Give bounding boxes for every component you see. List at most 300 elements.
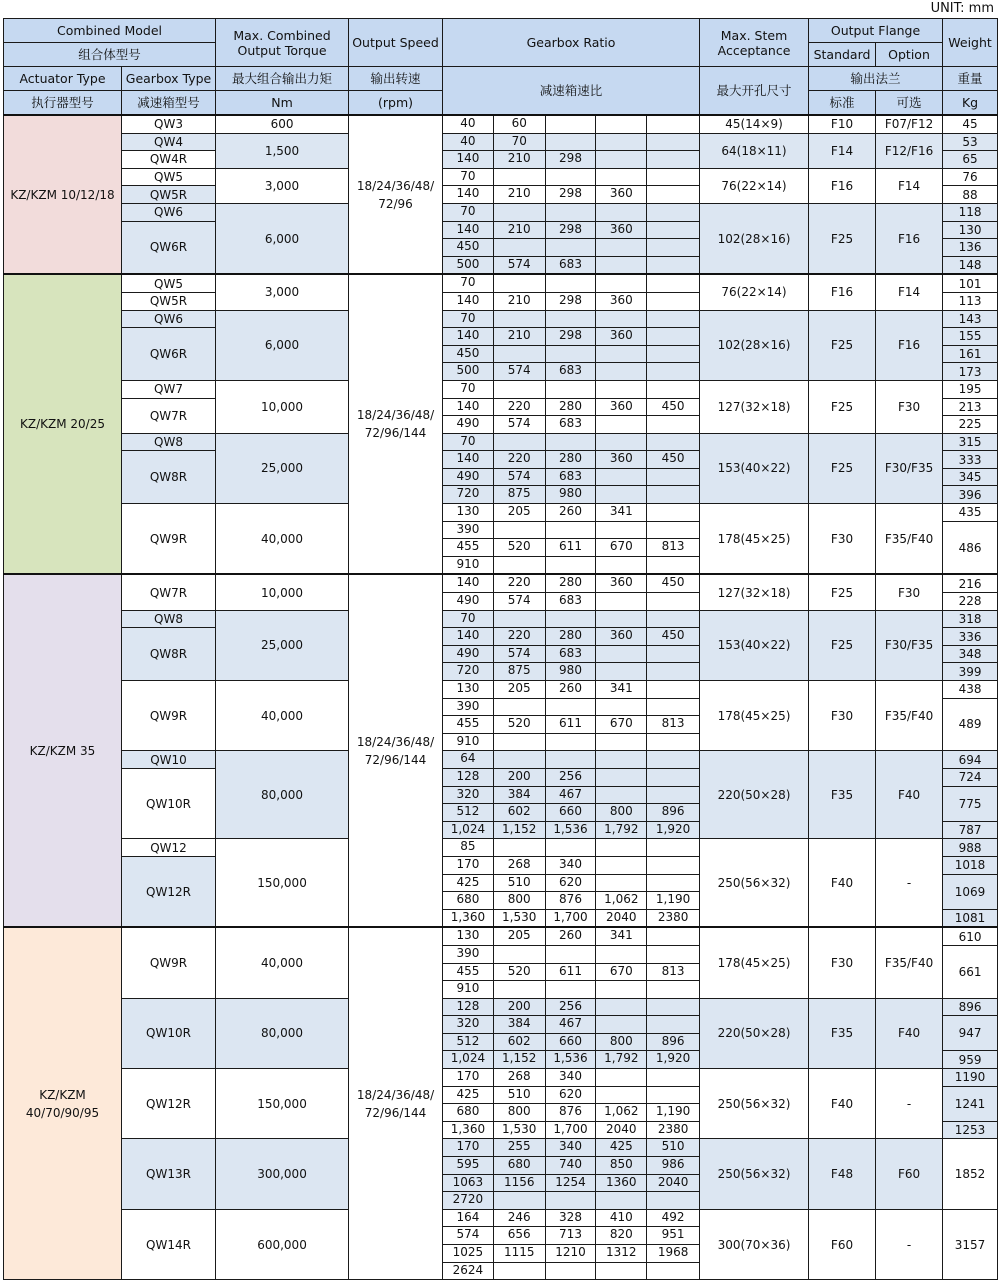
ratio-value: 512: [443, 804, 494, 821]
ratio-value: 200: [494, 769, 546, 786]
ratio-value: 298: [546, 151, 597, 168]
table-row: [4, 433, 998, 451]
ratio-value: [546, 522, 597, 539]
gearbox-type-cell: QW7: [122, 380, 216, 398]
ratio-values: [443, 557, 699, 574]
ratio-values: [443, 575, 699, 592]
ratio-value: 1,024: [443, 822, 494, 839]
gearbox-ratio-cell: [443, 256, 700, 274]
ratio-value: [596, 1192, 647, 1209]
ratio-value: 140: [443, 293, 494, 310]
gearbox-ratio-cell: [443, 593, 700, 611]
weight-cell: 101: [943, 274, 998, 292]
ratio-value: 574: [494, 593, 546, 610]
ratio-value: [647, 311, 699, 328]
ratio-value: [596, 1016, 647, 1033]
stem-acceptance-cell: 76(22×14): [700, 168, 809, 203]
ratio-value: [596, 751, 647, 768]
ratio-value: [546, 275, 597, 292]
ratio-value: 85: [443, 839, 494, 856]
ratio-value: [647, 275, 699, 292]
gearbox-ratio-cell: [443, 556, 700, 574]
ratio-value: [647, 469, 699, 486]
ratio-value: [494, 557, 546, 574]
weight-cell: 694: [943, 751, 998, 769]
gearbox-type-cell: QW12R: [122, 856, 216, 927]
ratio-value: [596, 134, 647, 151]
ratio-value: 70: [494, 134, 546, 151]
actuator-type-cell: KZ/KZM 20/25: [4, 274, 122, 574]
ratio-value: 520: [494, 716, 546, 733]
ratio-values: [443, 734, 699, 751]
ratio-value: 896: [661, 804, 685, 819]
ratio-value: 683: [546, 363, 597, 380]
ratio-value: 720: [443, 663, 494, 680]
ratio-value: [647, 857, 699, 874]
ratio-value: 1,700: [546, 1122, 597, 1139]
ratio-value: 490: [443, 646, 494, 663]
ratio-value: 574: [494, 416, 546, 433]
weight-cell: 959: [943, 1051, 998, 1069]
weight-cell: 345: [943, 468, 998, 486]
ratio-value: 320: [443, 1016, 494, 1033]
ratio-value: 298: [546, 328, 597, 345]
ratio-value: 611: [546, 716, 597, 733]
gearbox-ratio-cell: [443, 804, 700, 822]
ratio-value: [546, 1263, 597, 1280]
stem-acceptance-cell: 76(22×14): [700, 274, 809, 310]
ratio-value: 210: [494, 293, 546, 310]
ratio-value: [596, 257, 647, 274]
ratio-value: [494, 611, 546, 628]
flange-option-cell: F60: [876, 1139, 943, 1209]
ratio-values: [443, 928, 699, 945]
ratio-value: 1254: [546, 1175, 597, 1192]
ratio-value: 1,536: [546, 1051, 597, 1068]
ratio-value: 680: [494, 1157, 546, 1174]
ratio-value: 70: [443, 381, 494, 398]
ratio-value: [596, 381, 647, 398]
gearbox-type-cell: QW6R: [122, 328, 216, 381]
ratio-value: 40: [443, 134, 494, 151]
ratio-values: [443, 328, 699, 345]
weight-header: Weight: [943, 19, 998, 67]
stem-acceptance-cell: 178(45×25): [700, 927, 809, 998]
ratio-values: [443, 116, 699, 133]
flange-standard-cell: F25: [809, 380, 876, 433]
ratio-value: [596, 593, 647, 610]
ratio-value: [546, 239, 597, 256]
torque-cell: 600: [216, 115, 349, 133]
ratio-value: 1,062: [596, 892, 647, 909]
ratio-values: [443, 1034, 699, 1051]
ratio-value: 683: [546, 593, 597, 610]
gearbox-type-cell: QW10: [122, 751, 216, 769]
gearbox-type-cell: QW10R: [122, 768, 216, 838]
torque-cell: 1,500: [216, 133, 349, 168]
ratio-value: [647, 222, 699, 239]
gearbox-ratio-cell: [443, 221, 700, 239]
ratio-values: [443, 486, 699, 503]
gearbox-ratio-cell: [443, 981, 700, 999]
ratio-values: [443, 239, 699, 256]
ratio-value: [494, 522, 546, 539]
ratio-value: 128: [443, 769, 494, 786]
ratio-value: 128: [443, 999, 494, 1016]
ratio-value: [596, 981, 647, 998]
gearbox-ratio-cell: [443, 1192, 700, 1210]
actuator-type-cell: KZ/KZM 35: [4, 574, 122, 927]
ratio-value: [546, 981, 597, 998]
ratio-value: 490: [443, 593, 494, 610]
ratio-value: 683: [546, 646, 597, 663]
weight-cell: 435: [943, 504, 998, 522]
stem-acceptance-cell: 250(56×32): [700, 1139, 809, 1209]
ratio-values: [443, 769, 699, 786]
ratio-values: [443, 663, 699, 680]
ratio-value: [647, 557, 699, 574]
standard-header: Standard: [809, 43, 876, 67]
ratio-value: 800: [494, 892, 546, 909]
ratio-value: [647, 593, 699, 610]
torque-cell: 150,000: [216, 839, 349, 927]
ratio-value: [596, 275, 647, 292]
flange-option-cell: F30: [876, 574, 943, 610]
weight-cell: 724: [943, 768, 998, 786]
output-speed-cell: 18/24/36/48/ 72/96/144: [349, 574, 443, 927]
ratio-value: 1,024: [443, 1051, 494, 1068]
ratio-values: [443, 1087, 699, 1104]
ratio-value: 656: [494, 1227, 546, 1244]
gearbox-type-header: Gearbox Type: [122, 67, 216, 91]
gearbox-ratio-cell: [443, 874, 700, 892]
ratio-value: 260: [546, 681, 597, 698]
ratio-value: 1,920: [655, 1051, 691, 1066]
gearbox-ratio-cell: [443, 909, 700, 927]
ratio-value: [596, 611, 647, 628]
ratio-value: 1156: [494, 1175, 546, 1192]
ratio-value: [647, 434, 699, 451]
gearbox-ratio-cell: [443, 733, 700, 751]
ratio-value: 220: [494, 399, 546, 416]
ratio-value: 140: [443, 451, 494, 468]
torque-cell: 40,000: [216, 927, 349, 998]
ratio-values: [443, 892, 699, 909]
ratio-value: 298: [546, 222, 597, 239]
weight-cell: 65: [943, 151, 998, 169]
gearbox-ratio-cell: [443, 1174, 700, 1192]
weight-cell: 489: [943, 698, 998, 751]
gearbox-ratio-cell: [443, 751, 700, 769]
ratio-value: 910: [443, 557, 494, 574]
gearbox-type-cell: QW12R: [122, 1069, 216, 1139]
gearbox-ratio-cell: [443, 1086, 700, 1104]
ratio-value: 813: [661, 963, 685, 978]
ratio-values: [443, 981, 699, 998]
flange-option-cell: -: [876, 839, 943, 927]
gearbox-ratio-cell: [443, 698, 700, 716]
gearbox-type-cell: QW6: [122, 203, 216, 221]
ratio-value: [647, 699, 699, 716]
stem-acceptance-cell: 102(28×16): [700, 310, 809, 380]
ratio-value: 140: [443, 575, 494, 592]
ratio-value: [546, 134, 597, 151]
stem-cn-header: 最大开孔尺寸: [700, 67, 809, 116]
ratio-values: [443, 186, 699, 203]
ratio-value: [596, 699, 647, 716]
ratio-value: 64: [443, 751, 494, 768]
ratio-value: 683: [546, 416, 597, 433]
ratio-value: [596, 346, 647, 363]
ratio-value: 574: [494, 469, 546, 486]
ratio-value: [546, 946, 597, 963]
ratio-value: 1,792: [596, 1051, 647, 1068]
torque-cell: 150,000: [216, 1069, 349, 1139]
ratio-value: [596, 486, 647, 503]
weight-cell: 195: [943, 380, 998, 398]
weight-cell: 113: [943, 292, 998, 310]
ratio-values: [443, 1245, 699, 1262]
ratio-value: 1360: [596, 1175, 647, 1192]
torque-cell: 3,000: [216, 274, 349, 310]
ratio-value: 341: [596, 504, 647, 521]
ratio-value: 360: [596, 628, 647, 645]
ratio-values: [443, 1227, 699, 1244]
weight-cell: 396: [943, 486, 998, 504]
ratio-value: 255: [494, 1139, 546, 1156]
gearbox-ratio-cell: [443, 628, 700, 646]
ratio-values: [443, 1104, 699, 1121]
ratio-value: 280: [546, 575, 597, 592]
ratio-value: 220: [494, 575, 546, 592]
ratio-value: [647, 134, 699, 151]
gearbox-type-cell: QW9R: [122, 927, 216, 998]
ratio-value: 1968: [657, 1245, 689, 1259]
gearbox-ratio-cell: [443, 1262, 700, 1280]
ratio-value: 450: [661, 451, 685, 466]
gearbox-type-cell: QW5: [122, 168, 216, 186]
ratio-values: [443, 1157, 699, 1174]
ratio-value: [647, 946, 699, 963]
table-row: [4, 133, 998, 151]
ratio-value: [647, 486, 699, 503]
ratio-value: 170: [443, 857, 494, 874]
flange-option-cell: F14: [876, 168, 943, 203]
weight-cell: 76: [943, 168, 998, 186]
ratio-value: 450: [661, 575, 685, 590]
gearbox-ratio-cell: [443, 274, 700, 292]
ratio-value: 360: [596, 293, 647, 310]
torque-cell: 300,000: [216, 1139, 349, 1209]
flange-option-cell: -: [876, 1209, 943, 1279]
table-row: [4, 1139, 998, 1157]
ratio-value: 40: [443, 116, 494, 133]
ratio-values: [443, 399, 699, 416]
ratio-values: [443, 699, 699, 716]
flange-standard-cell: F40: [809, 839, 876, 927]
ratio-value: [596, 769, 647, 786]
ratio-values: [443, 451, 699, 468]
ratio-value: [596, 787, 647, 804]
ratio-value: 986: [661, 1157, 685, 1172]
ratio-header: Gearbox Ratio: [443, 19, 700, 67]
gearbox-ratio-cell: [443, 998, 700, 1016]
ratio-value: 980: [546, 486, 597, 503]
ratio-value: 670: [596, 539, 647, 556]
flange-option-cell: F35/F40: [876, 504, 943, 575]
ratio-value: 140: [443, 151, 494, 168]
ratio-value: 425: [443, 875, 494, 892]
ratio-value: [647, 839, 699, 856]
ratio-value: [494, 346, 546, 363]
actuator-type-cn-header: 执行器型号: [4, 91, 122, 116]
stem-acceptance-cell: 178(45×25): [700, 681, 809, 751]
ratio-value: [546, 169, 597, 186]
torque-cn-header: 最大组合输出力矩: [216, 67, 349, 91]
ratio-value: 670: [596, 964, 647, 981]
ratio-value: 280: [546, 399, 597, 416]
ratio-value: 1,360: [443, 1122, 494, 1139]
table-row: [4, 998, 998, 1016]
gearbox-ratio-cell: [443, 468, 700, 486]
ratio-value: [596, 734, 647, 751]
ratio-value: [647, 1087, 699, 1104]
table-row: [4, 380, 998, 398]
combined-model-cn-header: 组合体型号: [4, 43, 216, 67]
ratio-value: 1,190: [655, 892, 691, 907]
ratio-value: 425: [443, 1087, 494, 1104]
gearbox-ratio-cell: [443, 1104, 700, 1122]
ratio-values: [443, 539, 699, 556]
ratio-value: 140: [443, 328, 494, 345]
table-row: [4, 927, 998, 945]
ratio-value: [596, 363, 647, 380]
ratio-value: 683: [546, 257, 597, 274]
ratio-value: 510: [494, 1087, 546, 1104]
ratio-value: 490: [443, 469, 494, 486]
gearbox-ratio-cell: [443, 168, 700, 186]
ratio-values: [443, 1069, 699, 1086]
ratio-value: 1,530: [494, 910, 546, 927]
flange-standard-cell: F40: [809, 1069, 876, 1139]
ratio-value: 60: [494, 116, 546, 133]
ratio-value: 205: [494, 681, 546, 698]
table-row: [4, 1069, 998, 1087]
ratio-value: 140: [443, 628, 494, 645]
gearbox-ratio-cell: [443, 1051, 700, 1069]
ratio-value: [647, 734, 699, 751]
ratio-value: 574: [494, 646, 546, 663]
weight-cell: 45: [943, 115, 998, 133]
torque-cell: 25,000: [216, 433, 349, 503]
ratio-value: 360: [596, 451, 647, 468]
ratio-value: 1,152: [494, 1051, 546, 1068]
gearbox-type-cell: QW9R: [122, 504, 216, 575]
flange-standard-cell: F25: [809, 310, 876, 380]
ratio-value: 130: [443, 504, 494, 521]
ratio-value: 70: [443, 434, 494, 451]
ratio-value: [647, 611, 699, 628]
table-row: [4, 504, 998, 522]
gearbox-type-cell: QW4: [122, 133, 216, 151]
ratio-value: 910: [443, 734, 494, 751]
ratio-value: 130: [443, 928, 494, 945]
gearbox-ratio-cell: [443, 328, 700, 346]
weight-cell: 88: [943, 186, 998, 204]
speed-header: Output Speed: [349, 19, 443, 67]
stem-acceptance-cell: 64(18×11): [700, 133, 809, 168]
weight-cell: 486: [943, 521, 998, 574]
weight-cell: 1081: [943, 909, 998, 927]
ratio-value: 341: [596, 681, 647, 698]
spec-table: [3, 18, 998, 1280]
weight-cell: 1253: [943, 1121, 998, 1139]
stem-acceptance-cell: 250(56×32): [700, 1069, 809, 1139]
gearbox-ratio-cell: [443, 186, 700, 204]
ratio-value: 140: [443, 186, 494, 203]
ratio-values: [443, 522, 699, 539]
ratio-value: [596, 469, 647, 486]
flange-standard-cell: F30: [809, 927, 876, 998]
ratio-value: [647, 681, 699, 698]
gearbox-ratio-cell: [443, 1033, 700, 1051]
ratio-value: 1063: [443, 1175, 494, 1192]
ratio-value: 574: [494, 257, 546, 274]
gearbox-type-cell: QW13R: [122, 1139, 216, 1209]
ratio-value: [596, 204, 647, 221]
ratio-value: 164: [443, 1210, 494, 1227]
weight-cell: 143: [943, 310, 998, 328]
ratio-value: 268: [494, 857, 546, 874]
ratio-value: [494, 169, 546, 186]
ratio-value: 896: [661, 1033, 685, 1048]
gearbox-ratio-cell: [443, 574, 700, 592]
ratio-value: [596, 557, 647, 574]
flange-standard-cell: F25: [809, 610, 876, 680]
ratio-value: [647, 999, 699, 1016]
gearbox-type-cell: QW8: [122, 433, 216, 451]
ratio-value: 384: [494, 1016, 546, 1033]
weight-cell: 610: [943, 927, 998, 945]
ratio-value: [647, 257, 699, 274]
ratio-value: 425: [596, 1139, 647, 1156]
ratio-value: [596, 522, 647, 539]
table-row: [4, 115, 998, 133]
flange-option-cell: F16: [876, 203, 943, 274]
ratio-value: [596, 116, 647, 133]
ratio-value: 1,360: [443, 910, 494, 927]
ratio-value: 500: [443, 363, 494, 380]
ratio-value: 1210: [546, 1245, 597, 1262]
table-row: [4, 839, 998, 857]
ratio-value: 450: [443, 239, 494, 256]
flange-cn-header: 输出法兰: [809, 67, 943, 91]
flange-standard-cell: F25: [809, 574, 876, 610]
ratio-value: [596, 857, 647, 874]
ratio-value: 1,190: [655, 1104, 691, 1119]
ratio-values: [443, 293, 699, 310]
ratio-value: 140: [443, 399, 494, 416]
flange-standard-cell: F10: [809, 115, 876, 133]
ratio-value: 800: [596, 1034, 647, 1051]
ratio-values: [443, 1139, 699, 1156]
ratio-value: [647, 346, 699, 363]
gearbox-ratio-cell: [443, 768, 700, 786]
ratio-values: [443, 716, 699, 733]
ratio-value: [546, 116, 597, 133]
weight-cell: 333: [943, 451, 998, 469]
gearbox-ratio-cell: [443, 1016, 700, 1034]
